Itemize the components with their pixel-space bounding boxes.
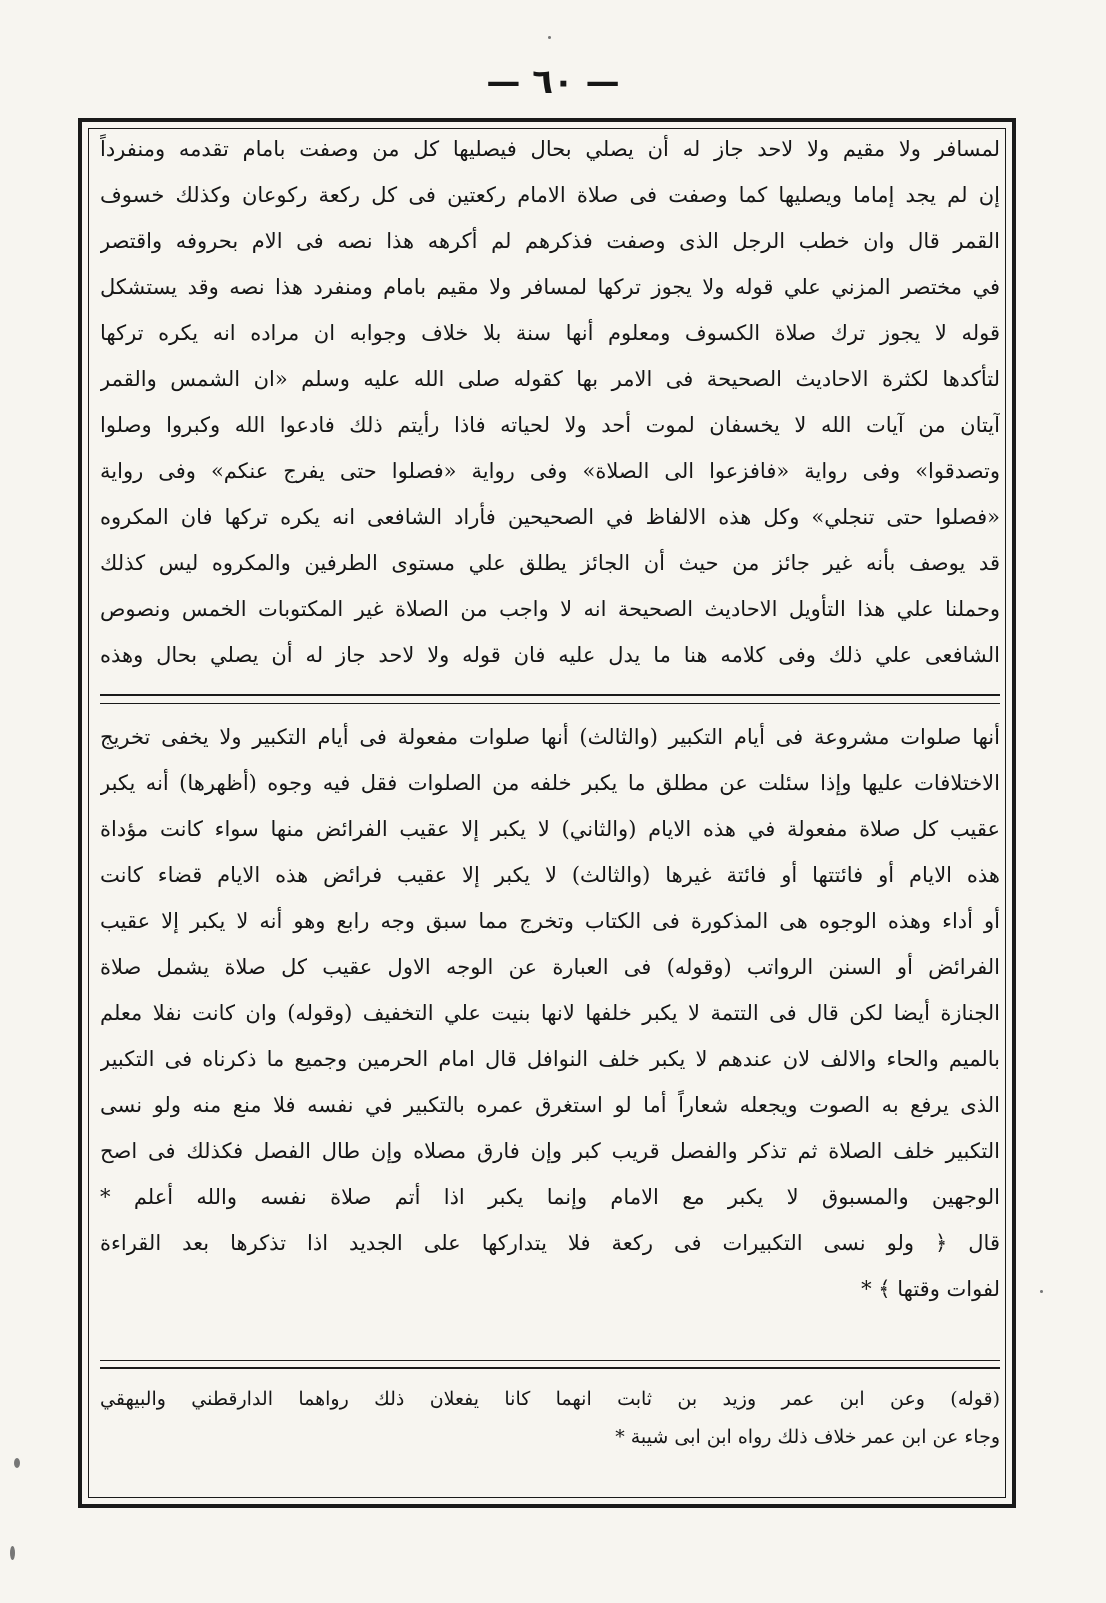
text-line: (قوله) وعن ابن عمر وزيد بن ثابت انهما كانا يفعلان ذلك رواهما الدارقطني والبيهقي (100, 1388, 1000, 1410)
text-line: الاختلافات عليها وإذا سئلت عن مطلق ما يكبر خلفه من الصلوات فقل فيه وجوه (أظهرها) أنه يكبر (100, 771, 1000, 795)
main-text (100, 126, 1000, 678)
scan-speck (10, 1546, 15, 1560)
text-line: لفوات وقتها ﴾ * (861, 1277, 1000, 1301)
text-line: قد يوصف بأنه غير جائز من حيث أن الجائز يطلق علي مستوى الطرفين والمكروه ليس كذلك (100, 551, 1000, 575)
text-line: الوجهين والمسبوق لا يكبر مع الامام وإنما يكبر اذا أتم صلاة نفسه والله أعلم * (100, 1185, 1000, 1209)
text-line: لتأكدها لكثرة الاحاديث الصحيحة فى الامر بها كقوله صلى الله عليه وسلم «ان الشمس والقمر (100, 367, 1000, 391)
section-divider (100, 703, 1000, 704)
text-line: قوله لا يجوز ترك صلاة الكسوف ومعلوم أنها سنة بلا خلاف وجوابه ان مراده انه يكره تركها (100, 321, 1000, 345)
text-line: وتصدقوا» وفى رواية «فافزعوا الى الصلاة» وفى رواية «فصلوا حتى يفرج عنكم» وفى رواية (100, 459, 1000, 483)
text-line: أنها صلوات مشروعة فى أيام التكبير (والثالث) أنها صلوات مفعولة فى أيام التكبير ولا يخفى تخريج (100, 725, 1000, 749)
text-line: وحملنا علي هذا التأويل الاحاديث الصحيحة انه لا واجب من الصلاة غير المكتوبات الخمس ونصوص (100, 597, 1000, 621)
text-line: عقيب كل صلاة مفعولة في هذه الايام (والثاني) لا يكبر إلا عقيب الفرائض منها سواء كانت مؤداة (100, 817, 1000, 841)
text-line: بالميم والحاء والالف لان عندهم لا يكبر خلف النوافل قال امام الحرمين وجميع ما ذكرناه فى التكبير (100, 1047, 1000, 1071)
footnote-text (100, 1380, 1000, 1456)
text-line: قال ﴿ ولو نسى التكبيرات فى ركعة فلا يتداركها على الجديد اذا تذكرها بعد القراءة (100, 1231, 1000, 1255)
text-line: «فصلوا حتى تنجلي» وكل هذه الالفاظ في الصحيحين فأراد الشافعى انه يكره تركها فان المكروه (100, 505, 1000, 529)
footnote-divider (100, 1367, 1000, 1369)
text-line: آيتان من آيات الله لا يخسفان لموت أحد ولا لحياته فاذا رأيتم ذلك فادعوا الله وكبروا وصلوا (100, 413, 1000, 437)
scan-speck (548, 36, 551, 39)
text-line: وجاء عن ابن عمر خلاف ذلك رواه ابن ابى شيبة * (615, 1426, 1000, 1448)
footnote-divider (100, 1360, 1000, 1361)
text-line: الجنازة أيضا لكن قال فى التتمة لا يكبر خلفها لانها بنيت علي التخفيف (وقوله) وان كانت نفلا معلم (100, 1001, 1000, 1025)
text-line: في مختصر المزني علي قوله ولا يجوز تركها لمسافر ولا مقيم بامام ومنفرد هذا نصه وقد يستشكل (100, 275, 1000, 299)
section-divider (100, 694, 1000, 696)
text-line: أو أداء وهذه الوجوه هى المذكورة فى الكتاب وتخرج مما سبق وجه رابع وهو أنه لا يكبر إلا عقيب (100, 909, 1000, 933)
text-line: التكبير خلف الصلاة ثم تذكر والفصل قريب كبر وإن فارق مصلاه وإن طال الفصل فكذلك فى اصح (100, 1139, 1000, 1163)
text-line: الفرائض أو السنن الرواتب (وقوله) فى العبارة عن الوجه الاول عقيب كل صلاة يشمل صلاة (100, 955, 1000, 979)
text-line: لمسافر ولا مقيم ولا لاحد جاز له أن يصلي بحال فيصليها كل من وصفت بامام تقدمه ومنفرداً (100, 137, 1000, 161)
text-line: القمر قال وان خطب الرجل الذى وصفت فذكرهم لم أكرهه هذا نصه فى الام بحروفه واقتصر (100, 229, 1000, 253)
text-line: الذى يرفع به الصوت ويجعله شعاراً أما لو استغرق عمره بالتكبير في نفسه فلا منع منه ولو نسى (100, 1093, 1000, 1117)
scan-speck (14, 1458, 20, 1468)
commentary-text (100, 714, 1000, 1312)
page-number: — ٦٠ — (486, 62, 620, 102)
text-line: الشافعى علي ذلك وفى كلامه هنا ما يدل عليه فان قوله ولا لاحد جاز له أن يصلي بحال وهذه (100, 643, 1000, 667)
text-line: هذه الايام أو فائتتها أو فائتة غيرها (والثالث) لا يكبر إلا عقيب فرائض هذه الايام قضاء كانت (100, 863, 1000, 887)
scan-speck (1040, 1290, 1043, 1293)
text-line: إن لم يجد إماما ويصليها كما وصفت فى صلاة الامام ركعتين فى كل ركعة ركوعان وكذلك خسوف (100, 183, 1000, 207)
